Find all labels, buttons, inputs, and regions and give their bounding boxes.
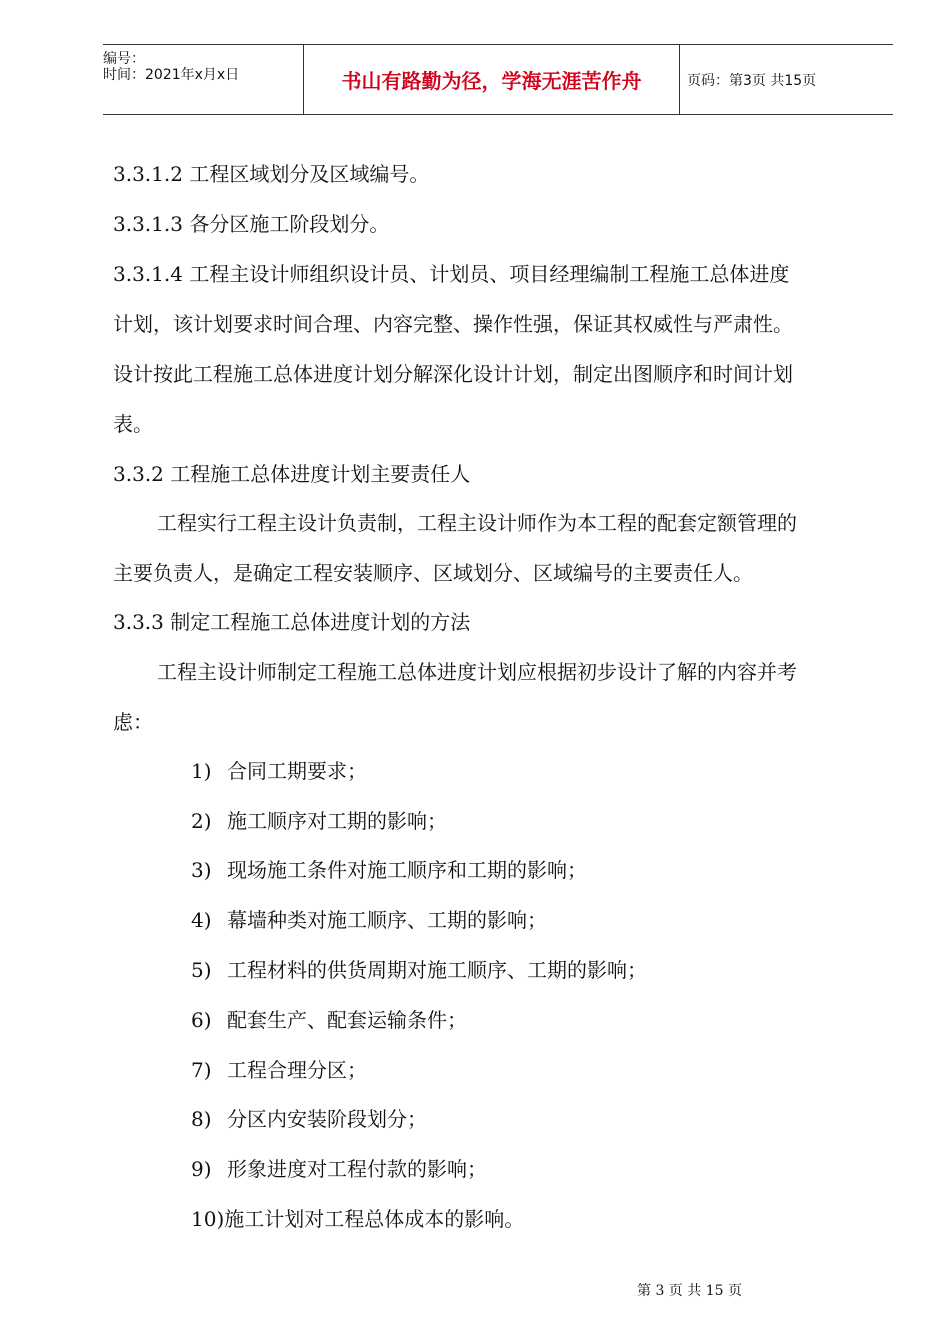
list-item: 4) 幕墙种类对施工顺序、工期的影响； (191, 908, 547, 932)
section-3-3-1-2: 3.3.1.2 工程区域划分及区域编号。 (113, 162, 430, 186)
header-motto: 书山有路勤为径，学海无涯苦作舟 (303, 45, 680, 114)
page-header (103, 44, 893, 115)
list-item: 10)施工计划对工程总体成本的影响。 (191, 1207, 525, 1231)
page-footer: 第 3 页 共 15 页 (637, 1283, 742, 1299)
list-item: 8) 分区内安装阶段划分； (191, 1107, 427, 1131)
list-item: 9) 形象进度对工程付款的影响； (191, 1157, 487, 1181)
paragraph-method-line-2: 虑： (113, 710, 153, 734)
list-item: 3) 现场施工条件对施工顺序和工期的影响； (191, 858, 587, 882)
section-3-3-1-4-line-2: 计划，该计划要求时间合理、内容完整、操作性强，保证其权威性与严肃性。 (113, 312, 793, 336)
paragraph-responsible-line-1: 工程实行工程主设计负责制，工程主设计师作为本工程的配套定额管理的 (157, 511, 797, 535)
section-3-3-3-heading: 3.3.3 制定工程施工总体进度计划的方法 (113, 610, 471, 634)
list-item: 6) 配套生产、配套运输条件； (191, 1008, 467, 1032)
paragraph-method-line-1: 工程主设计师制定工程施工总体进度计划应根据初步设计了解的内容并考 (157, 660, 797, 684)
section-3-3-1-4-line-3: 设计按此工程施工总体进度计划分解深化设计计划，制定出图顺序和时间计划 (113, 362, 793, 386)
section-3-3-1-3: 3.3.1.3 各分区施工阶段划分。 (113, 212, 390, 236)
section-3-3-1-4-line-4: 表。 (113, 412, 153, 436)
list-item: 2) 施工顺序对工期的影响； (191, 809, 447, 833)
header-left (103, 45, 303, 114)
list-item: 1) 合同工期要求； (191, 759, 367, 783)
section-3-3-1-4-line-1: 3.3.1.4 工程主设计师组织设计员、计划员、项目经理编制工程施工总体进度 (113, 262, 790, 286)
date-label: 时间：2021年x月x日 (103, 67, 240, 83)
paragraph-responsible-line-2: 主要负责人，是确定工程安装顺序、区域划分、区域编号的主要责任人。 (113, 561, 753, 585)
code-label: 编号： (103, 51, 145, 67)
section-3-3-2-heading: 3.3.2 工程施工总体进度计划主要责任人 (113, 462, 471, 486)
list-item: 5) 工程材料的供货周期对施工顺序、工期的影响； (191, 958, 647, 982)
list-item: 7) 工程合理分区； (191, 1058, 367, 1082)
header-page-label: 页码：第3页 共15页 (687, 72, 817, 89)
